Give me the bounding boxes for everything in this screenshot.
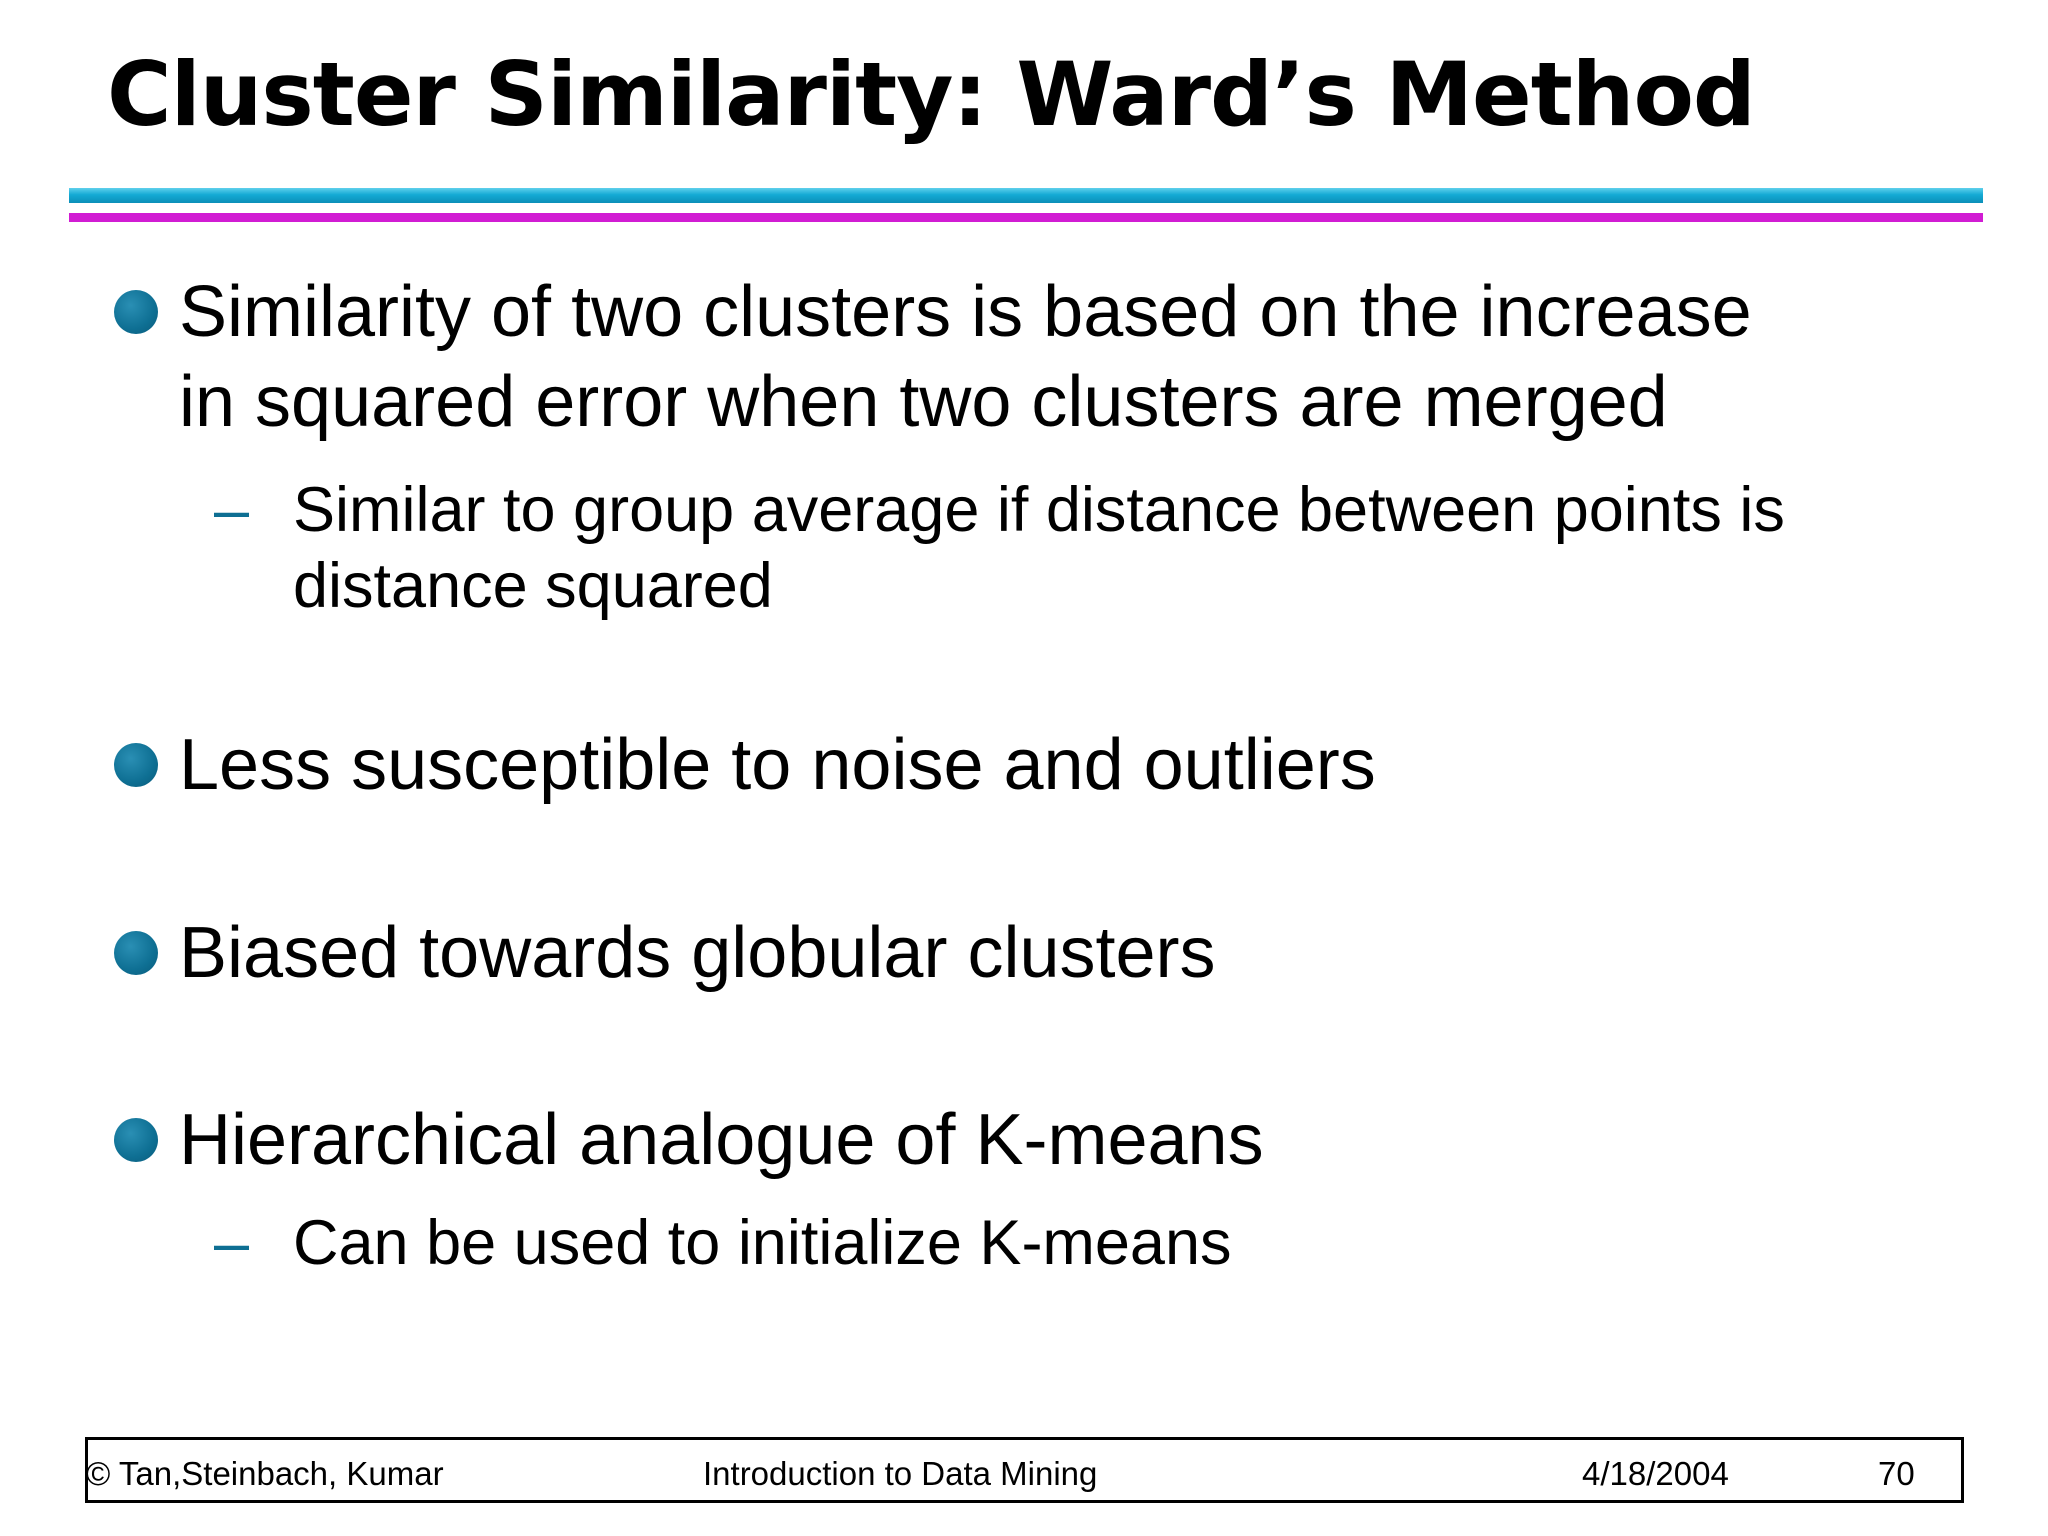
title-divider-cyan	[69, 188, 1983, 203]
bullet-dot-icon	[114, 931, 158, 975]
bullet-dot-icon	[114, 1118, 158, 1162]
bullet-dot-icon	[114, 290, 158, 334]
bullet-3-text: Biased towards globular clusters	[179, 913, 1216, 993]
dash-icon: –	[214, 475, 250, 545]
footer-page-number: 70	[1878, 1455, 1915, 1492]
title-divider-magenta	[69, 213, 1983, 222]
slide-title: Cluster Similarity: Ward’s Method	[107, 43, 1755, 146]
footer-copyright: © Tan,Steinbach, Kumar	[86, 1455, 444, 1492]
footer-date: 4/18/2004	[1582, 1455, 1729, 1492]
sub-bullet-1-1-line-1: Similar to group average if distance between points is	[293, 475, 1785, 545]
bullet-1-line-1: Similarity of two clusters is based on the increase	[179, 272, 1752, 352]
sub-bullet-1-1-line-2: distance squared	[293, 551, 773, 621]
footer-course-title: Introduction to Data Mining	[703, 1455, 1098, 1492]
bullet-dot-icon	[114, 743, 158, 787]
bullet-2-text: Less susceptible to noise and outliers	[179, 725, 1376, 805]
dash-icon: –	[214, 1208, 250, 1278]
bullet-4-text: Hierarchical analogue of K-means	[179, 1100, 1264, 1180]
bullet-1-line-2: in squared error when two clusters are merged	[179, 362, 1668, 442]
sub-bullet-4-1-text: Can be used to initialize K-means	[293, 1208, 1232, 1278]
